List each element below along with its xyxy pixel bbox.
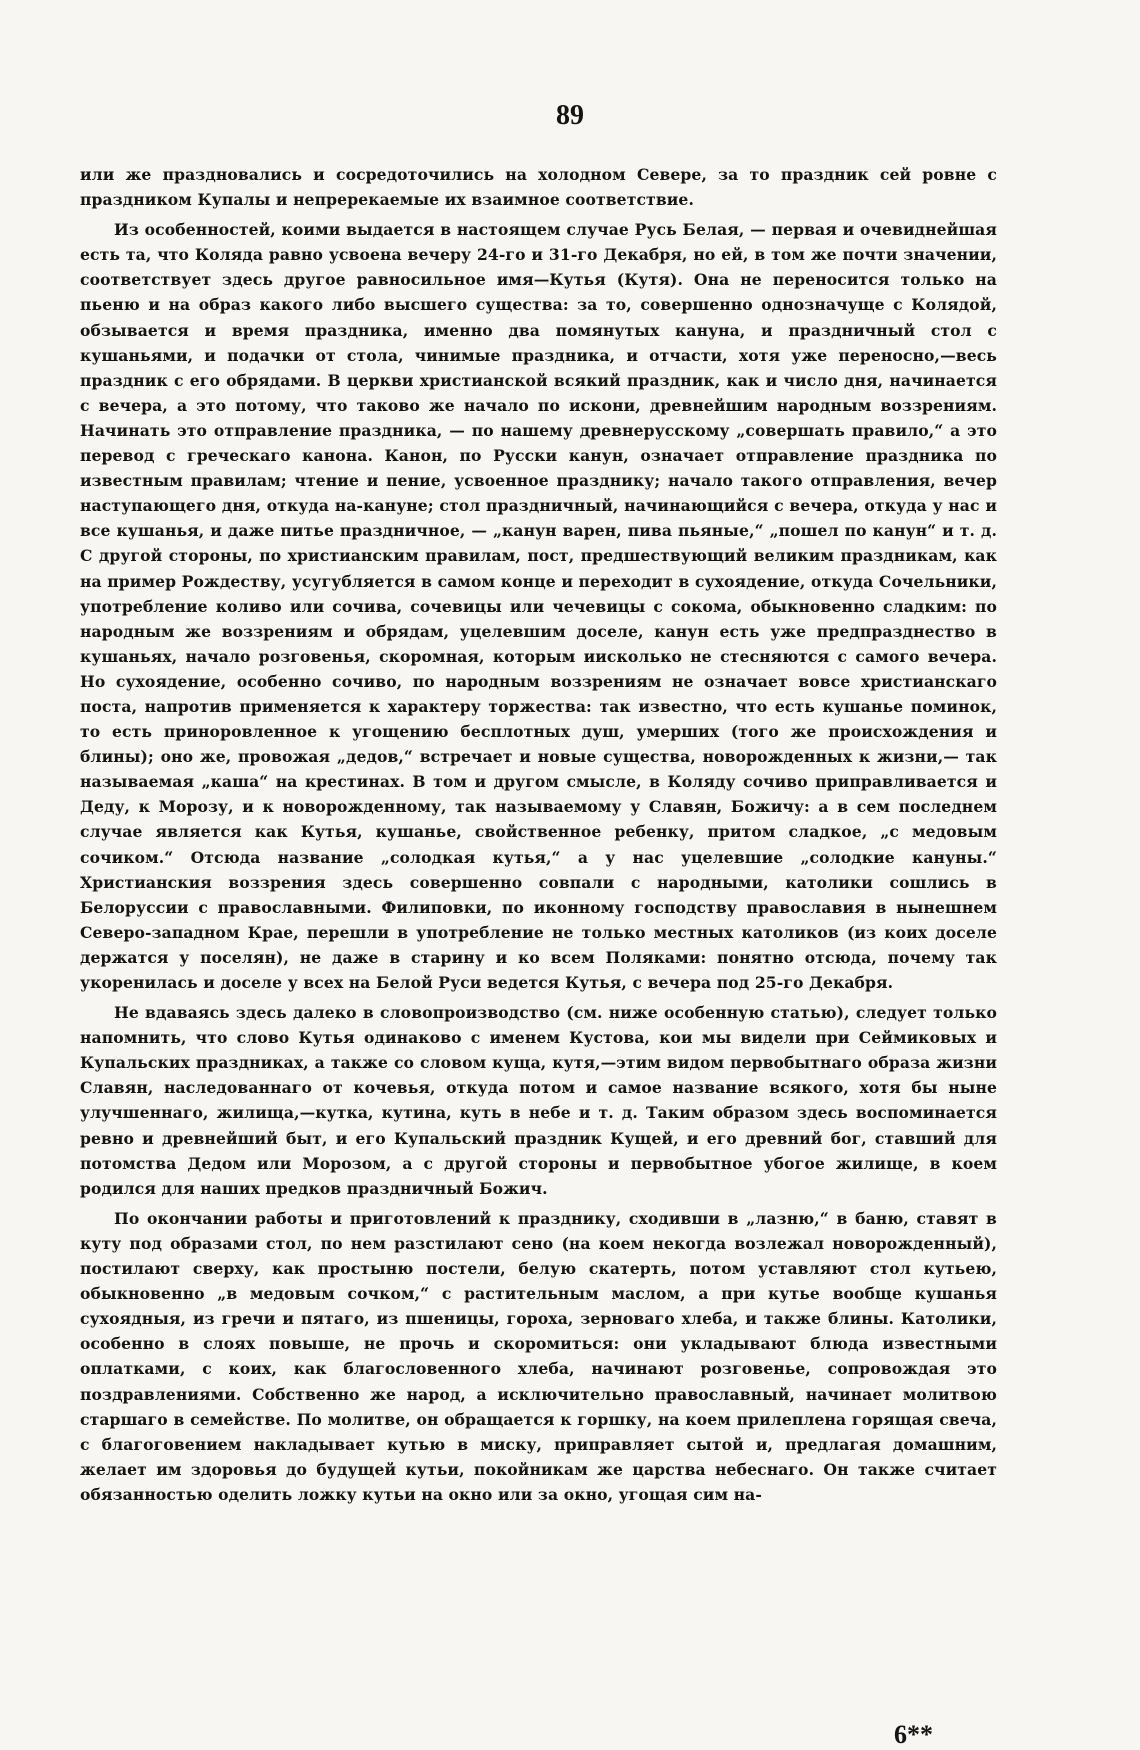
paragraph-3: Не вдаваясь здесь далеко в словопроизводство (см. ниже особенную статью), следует только напомнить, что слово Кутья одинаково с именем Кустова, кои мы видели при Сеймиковых и Купальских праздниках, а также со словом куща, кутя,—этим видом первобытнаго образа жизни Славян, наследованнаго от кочевья, откуда потом и самое название всякого, хотя бы ныне улучшеннаго, жилища,—кутка, кутина, куть в небе и т. д. Таким образом здесь воспоминается ревно и древнейший быт, и его Купальский праздник Кущей, и его древний бог, ставший для потомства Дедом или Морозом, а с другой стороны и первобытное убогое жилище, в коем родился для наших предков праздничный Божич.: [80, 1003, 997, 1198]
body-text: [80, 162, 997, 1507]
paragraph-2: Из особенностей, коими выдается в настоящем случае Русь Белая, — первая и очевиднейшая есть та, что Коляда равно усвоена вечеру 24-го и 31-го Декабря, но ей, в том же почти значении, соответствует здесь другое равносильное имя—Кутья (Кутя). Она не переносится только на пьеню и на образ какого либо высшего существа: за то, совершенно однозначуще с Колядой, обзывается и время праздника, именно два помянутых кануна, и праздничный стол с кушаньями, и подачки от стола, чинимые праздника, и отчасти, хотя уже переносно,—весь праздник с его обрядами. В церкви христианской всякий праздник, как и число дня, начинается с вечера, а это потому, что таково же начало по искони, древнейшим народным воззрениям. Начинать это отправление праздника, — по нашему древнерусскому „совершать правило,“ а это перевод с греческаго канона. Канон, по Русски канун, означает отправление праздника по известным правилам; чтение и пение, усвоенное празднику; начало такого отправления, вечер наступающего дня, откуда на-кануне; стол праздничный, начинающийся с вечера, откуда у нас и все кушанья, и даже питье праздничное, — „канун варен, пива пьяные,“ „пошел по канун“ и т. д. С другой стороны, по христианским правилам, пост, предшествующий великим праздникам, как на пример Рождеству, усугубляется в самом конце и переходит в сухоядение, откуда Сочельники, употребление коливо или сочива, сочевицы или чечевицы с сокома, обыкновенно сладким: по народным же воззрениям и обрядам, уцелевшим доселе, канун есть уже предпразднество в кушаньях, начало розговенья, скоромная, которым иисколько не стесняются с самого вечера. Но сухоядение, особенно сочиво, по народным воззрениям не означает вовсе христианскаго поста, напротив применяется к характеру торжества: так известно, что есть кушанье поминок, то есть приноровленное к угощению бесплотных душ, умерших (того же происхождения и блины); оно же, провожая „дедов,“ встречает и новые существа, новорожденных к жизни,— так называемая „каша“ на крестинах. В том и другом смысле, в Коляду сочиво приправливается и Деду, к Морозу, и к новорожденному, так называемому у Славян, Божичу: а в сем последнем случае является как Кутья, кушанье, свойственное ребенку, притом сладкое, „с медовым сочиком.“ Отсюда название „солодкая кутья,“ а у нас уцелевшие „солодкие кануны.“ Христианския воззрения здесь совершенно совпали с народными, католики сошлись в Белоруссии с православными. Филиповки, по иконному господству православия в нынешнем Северо-западном Крае, перешли в употребление не только местных католиков (из коих доселе держатся у поселян), не даже в старину и ко всем Поляками: понятно отсюда, почему так укоренилась и доселе у всех на Белой Руси ведется Кутья, с вечера под 25-го Декабря.: [80, 220, 997, 992]
signature-mark: 6**: [894, 1720, 933, 1749]
paragraph-1: или же праздновались и сосредоточились на холодном Севере, за то праздник сей ровне с праздником Купалы и непререкаемые их взаимное соответствие.: [80, 165, 997, 210]
page-number: 89: [556, 100, 584, 131]
paragraph-4: По окончании работы и приготовлений к празднику, сходивши в „лазню,“ в баню, ставят в куту под образами стол, по нем разстилают сено (на коем некогда возлежал новорожденный), постилают сверху, как простыню постели, белую скатерть, потом уставляют стол кутьею, обыкновенно „в медовым сочком,“ с растительным маслом, а при кутье вообще кушанья сухоядныя, из гречи и пятаго, из пшеницы, гороха, зерноваго хлеба, и также блины. Католики, особенно в слоях повыше, не прочь и скоромиться: они укладывают блюда известными оплатками, с коих, как благословенного хлеба, начинают розговенье, сопровождая это поздравлениями. Собственно же народ, а исключительно православный, начинает молитвою старшаго в семействе. По молитве, он обращается к горшку, на коем прилеплена горящая свеча, с благоговением накладывает кутью в миску, приправляет сытой и, предлагая домашним, желает им здоровья до будущей кутьи, покойникам же царства небеснаго. Он также считает обязанностью оделить ложку кутьи на окно или за окно, угощая сим на-: [80, 1208, 997, 1504]
